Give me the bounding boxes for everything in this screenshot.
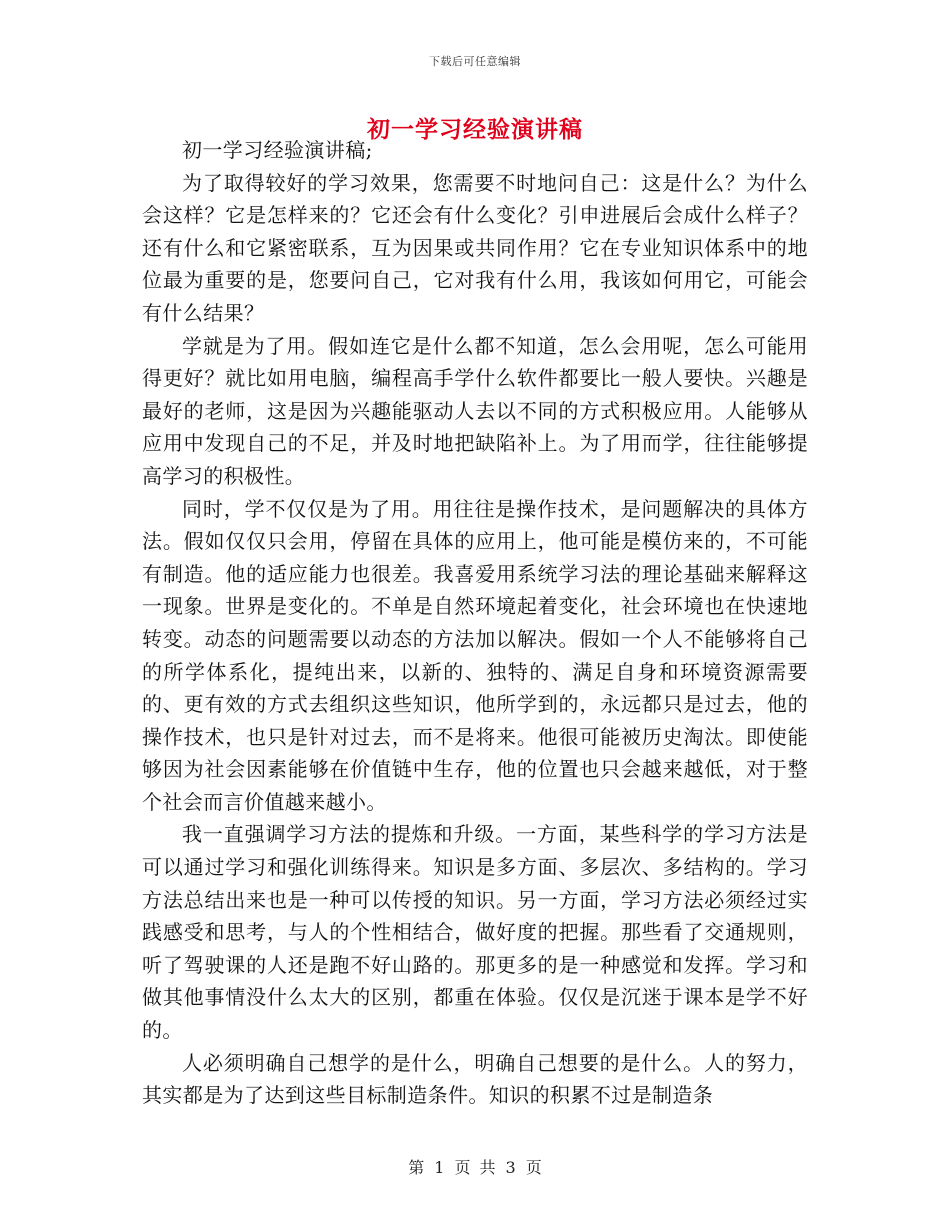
- page-footer: [0, 1155, 950, 1178]
- footer-page-number: 1: [434, 1158, 445, 1177]
- document-body: [142, 134, 808, 1112]
- paragraph: 为了取得较好的学习效果，您需要不时地问自己：这是什么？为什么会这样？它是怎样来的？它还会有什么变化？引申进展后会成什么样子？还有什么和它紧密联系，互为因果或共同作用？它在专业知识体系中的地位最为重要的是，您要问自己，它对我有什么用，我该如何用它，可能会有什么结果？: [142, 170, 808, 325]
- paragraph: 我一直强调学习方法的提炼和升级。一方面，某些科学的学习方法是可以通过学习和强化训练得来。知识是多方面、多层次、多结构的。学习方法总结出来也是一种可以传授的知识。另一方面，学习方法必须经过实践感受和思考，与人的个性相结合，做好度的把握。那些看了交通规则，听了驾驶课的人还是跑不好山路的。那更多的是一种感觉和发挥。学习和做其他事情没什么太大的区别，都重在体验。仅仅是沉迷于课本是学不好的。: [142, 822, 808, 1043]
- footer-prefix: 第: [408, 1158, 425, 1177]
- header-note: 下载后可任意编辑: [429, 55, 521, 68]
- footer-middle: 页 共: [454, 1158, 496, 1177]
- paragraph: 学就是为了用。假如连它是什么都不知道，怎么会用呢，怎么可能用得更好？就比如用电脑，编程高手学什么软件都要比一般人要快。兴趣是最好的老师，这是因为兴趣能驱动人去以不同的方式积极应用。人能够从应用中发现自己的不足，并及时地把缺陷补上。为了用而学，往往能够提高学习的积极性。: [142, 333, 808, 488]
- footer-suffix: 页: [525, 1158, 542, 1177]
- paragraph: 同时，学不仅仅是为了用。用往往是操作技术，是问题解决的具体方法。假如仅仅只会用，停留在具体的应用上，他可能是模仿来的，不可能有制造。他的适应能力也很差。我喜爱用系统学习法的理论基础来解释这一现象。世界是变化的。不单是自然环境起着变化，社会环境也在快速地转变。动态的问题需要以动态的方法加以解决。假如一个人不能够将自己的所学体系化，提纯出来，以新的、独特的、满足自身和环境资源需要的、更有效的方式去组织这些知识，他所学到的，永远都只是过去，他的操作技术，也只是针对过去，而不是将来。他很可能被历史淘汰。即使能够因为社会因素能够在价值链中生存，他的位置也只会越来越低，对于整个社会而言价值越来越小。: [142, 496, 808, 814]
- paragraph: 初一学习经验演讲稿;: [182, 138, 373, 162]
- footer-total-pages: 3: [505, 1158, 516, 1177]
- document-title: 初一学习经验演讲稿: [367, 116, 583, 143]
- paragraph: 人必须明确自己想学的是什么，明确自己想要的是什么。人的努力，其实都是为了达到这些目标制造条件。知识的积累不过是制造条: [142, 1050, 808, 1108]
